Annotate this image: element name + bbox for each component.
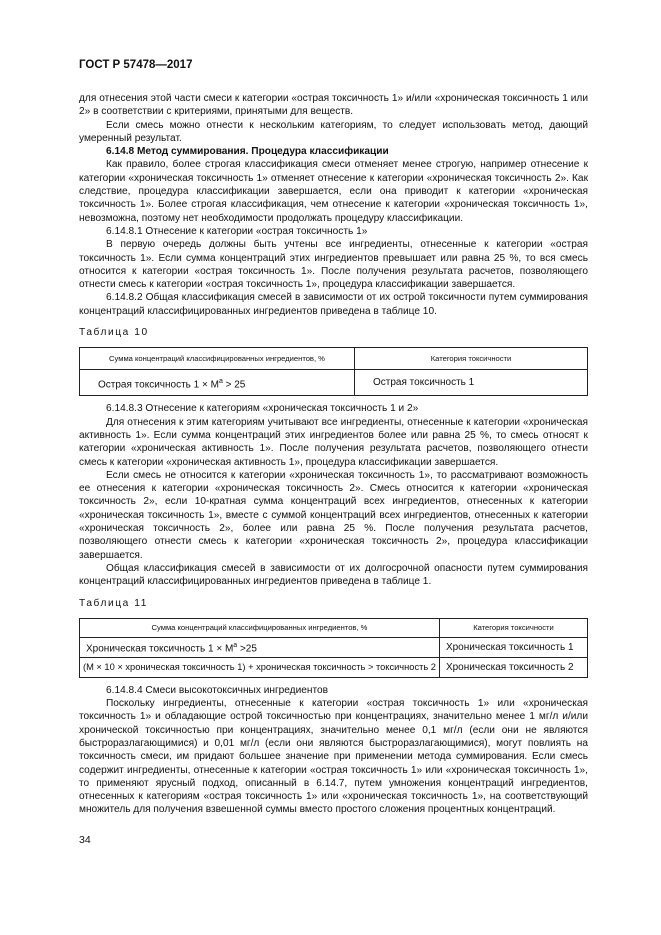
paragraph: Как правило, более строгая классификация смеси отменяет менее строгую, например отнесение к категории «хроническая токсичность 1» отменяет отнесение к категории «хроническая токсичность 2». Как следствие, процедура классификации завершается, если она приводит к категории «хроническая токсичность 1». Более строгая классификация, чем отнесение к категории «хроническая токсичность 1», невозможна, поэтому нет необходимости продолжать процедуру классификации. [79, 159, 588, 224]
subsection-heading: 6.14.8.3 Отнесение к категориям «хроническая токсичность 1 и 2» [106, 403, 419, 415]
paragraph: Поскольку ингредиенты, отнесенные к категории «острая токсичность 1» или «хроническая токсичность 1» и обладающие острой токсичностью при концентрациях, значительно менее 1 мг/л и/или хронической токсичностью при концентрациях, значительно менее 0,1 мг/л (если они не являются быстроразлагающимися) и 0,01 мг/л (если они являются быстроразлагающимися), могут повлиять на токсичность смеси, им придают большее значение при применении метода суммирования. Если смесь содержит ингредиенты, отнесенные к категории «острая токсичность 1» или «хроническая токсичность 1», то применяют ярусный подход, описанный в 6.14.7, путем умножения концентраций ингредиентов, отнесенных к категориям «острая токсичность 1» или «хроническая токсичность 1», на соответствующий множитель для получения взвешенной суммы вместо простого сложения процентных концентраций. [79, 698, 588, 816]
paragraph: для отнесения этой части смеси к категории «острая токсичность 1» и/или «хроническая токсичность 1 или 2» в соответствии с критериями, принятыми для веществ. [79, 93, 588, 118]
table-row [80, 657, 588, 677]
paragraph: Общая классификация смесей в зависимости от их долгосрочной опасности путем суммирования концентраций классифицированных ингредиентов приведена в таблице 1. [79, 562, 588, 588]
table-caption: Таблица 11 [79, 597, 149, 609]
table-row [80, 370, 588, 396]
subsection-heading: 6.14.8.1 Отнесение к категории «острая токсичность 1» [106, 225, 368, 237]
table-row [80, 637, 588, 657]
paragraph: Для отнесения к этим категориям учитывают все ингредиенты, отнесенные к категории «хроническая активность 1». Если сумма концентраций этих ингредиентов более или равна 25 %, то смесь относят к категории «хроническая активность 1». После получения результата расчетов, позволяющего отнести смесь к категории «хроническая активность 1», процедура классификации завершается. [79, 416, 588, 468]
table-caption: Таблица 10 [79, 327, 149, 339]
table-cell: Хроническая токсичность $1 \times M^а >25$ [80, 637, 440, 657]
table-cell: Острая токсичность 1 [355, 370, 588, 396]
table-cell: (M × 10 × хроническая токсичность 1) + хроническая токсичность > токсичность 2 [80, 657, 440, 677]
table-11 [79, 618, 588, 678]
table-cell: Острая токсичность $1 \times M^а > 25$ [80, 370, 355, 396]
table-header-cell: Сумма концентраций классифицированных ингредиентов, % [80, 348, 355, 370]
table-header-cell: Категория токсичности [355, 348, 588, 370]
paragraph: В первую очередь должны быть учтены все ингредиенты, отнесенные к категории «острая токсичность 1». Если сумма концентраций этих ингредиентов превышает или равна 25 %, то вся смесь относится к категории «острая токсичность 1». После получения результата расчетов, позволяющего отнести смесь к категории «острая токсичность 1», процедура классификации завершается. [79, 239, 588, 291]
table-cell: Хроническая токсичность 1 [439, 637, 587, 657]
table-10 [79, 347, 588, 396]
table-header-cell: Сумма концентраций классифицированных ингредиентов, % [80, 618, 440, 637]
page-number: 34 [79, 834, 91, 846]
table-header-cell: Категория токсичности [439, 618, 587, 637]
paragraph: Если смесь можно отнести к нескольким категориям, то следует использовать метод, дающий умеренный результат. [79, 119, 588, 144]
body-text [79, 92, 588, 817]
paragraph: Если смесь не относится к категории «хроническая токсичность 1», то рассматривают возможность ее отнесения к категории «хроническая токсичность 2». Смесь относится к категории «хроническая токсичность 2», если 10-кратная сумма концентраций всех ингредиентов, отнесенных к категории «хроническая токсичность 1», вместе с суммой концентраций всех ингредиентов, отнесенных к категории «хроническая токсичность 2», более или равна 25 %. После получения результата расчетов, позволяющего отнести смесь к категории «хроническая токсичность 2», процедура классификации завершается. [79, 469, 588, 561]
standard-header: ГОСТ Р 57478—2017 [79, 59, 193, 71]
paragraph: 6.14.8.2 Общая классификация смесей в зависимости от их острой токсичности путем суммирования концентраций классифицированных ингредиентов приведена в таблице 10. [79, 292, 588, 317]
subsection-heading: 6.14.8.4 Смеси высокотоксичных ингредиентов [106, 684, 328, 696]
section-heading: 6.14.8 Метод суммирования. Процедура классификации [106, 146, 389, 158]
table-cell: Хроническая токсичность 2 [439, 657, 587, 677]
